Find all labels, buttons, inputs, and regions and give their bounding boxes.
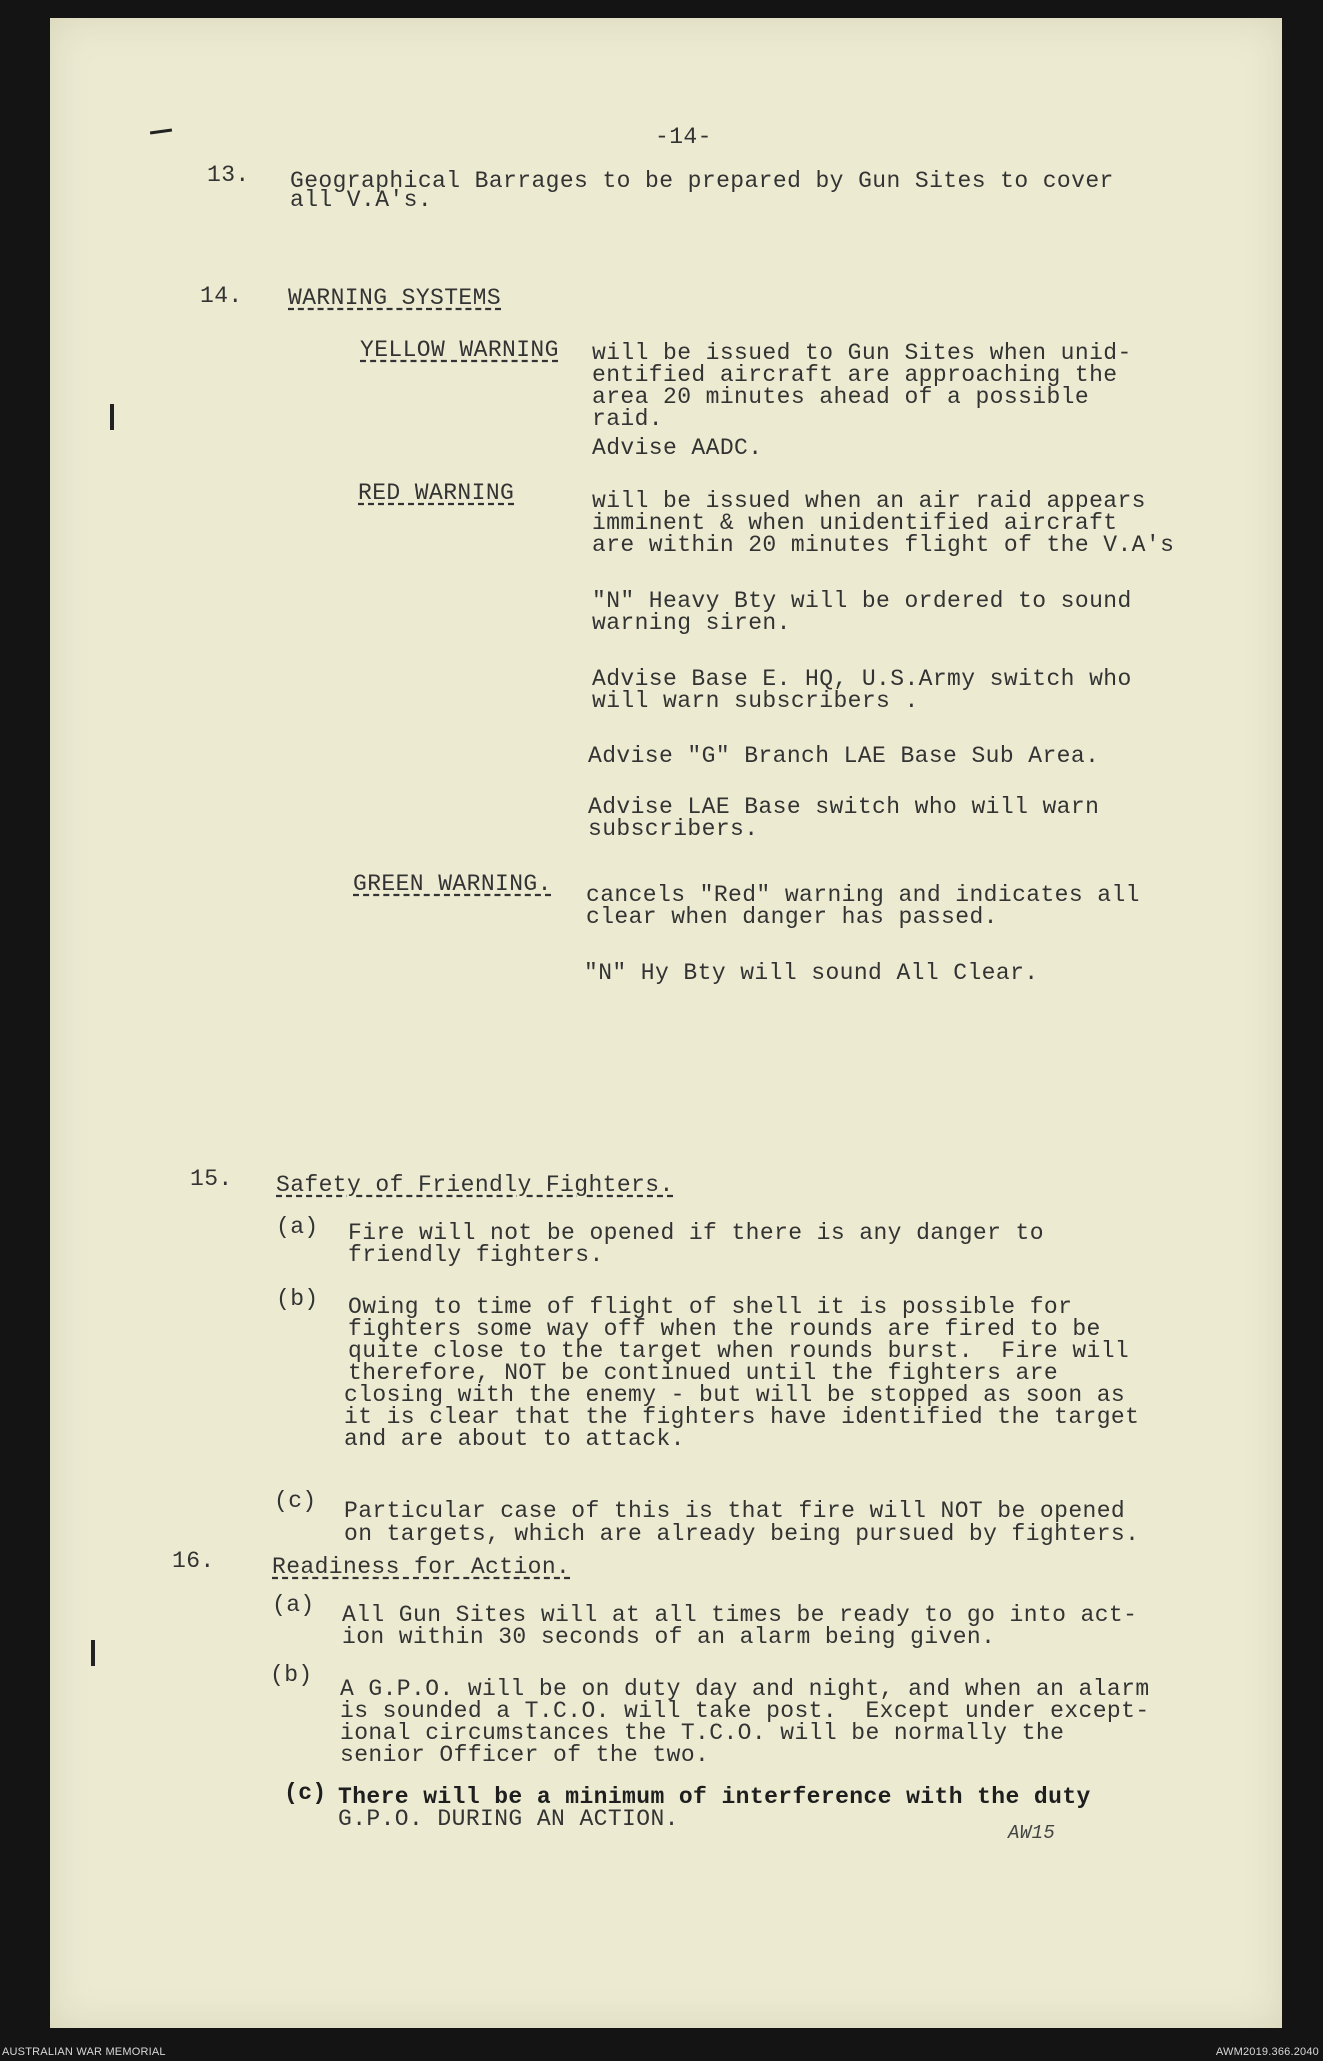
footer-accession-number: AWM2019.366.2040 xyxy=(1215,2046,1319,2058)
s15b-line-7: and are about to attack. xyxy=(344,1426,685,1452)
item-label: (c) xyxy=(274,1488,317,1514)
red-p1-line-3: are within 20 minutes flight of the V.A's xyxy=(592,532,1175,558)
footer-credit: AUSTRALIAN WAR MEMORIAL xyxy=(2,2046,166,2058)
yellow-line-1: will be issued to Gun Sites when unid- xyxy=(592,340,1132,366)
item-label: (a) xyxy=(272,1592,315,1618)
section-number: 15. xyxy=(190,1166,233,1192)
item-label: (a) xyxy=(276,1214,319,1240)
s15b-line-3: quite close to the target when rounds burst. Fire will xyxy=(348,1338,1130,1364)
red-p2-line-1: "N" Heavy Bty will be ordered to sound xyxy=(592,588,1132,614)
section-number: 13. xyxy=(207,162,250,188)
section-heading: Safety of Friendly Fighters. xyxy=(276,1172,674,1198)
s16c-line-1: There will be a minimum of interference with the duty xyxy=(338,1784,1091,1810)
margin-mark xyxy=(110,404,114,430)
item-label: (b) xyxy=(270,1662,313,1688)
s15b-line-1: Owing to time of flight of shell it is possible for xyxy=(348,1294,1073,1320)
s16a-line-1: All Gun Sites will at all times be ready to go into act- xyxy=(342,1602,1138,1628)
handwritten-initials: AW15 xyxy=(1008,1822,1056,1844)
yellow-line-5: Advise AADC. xyxy=(592,435,763,461)
yellow-warning-label: YELLOW WARNING xyxy=(360,337,559,363)
s13-line-1: Geographical Barrages to be prepared by Gun Sites to cover xyxy=(290,168,1114,194)
yellow-line-3: area 20 minutes ahead of a possible xyxy=(592,384,1090,410)
s15b-line-4: therefore, NOT be continued until the fighters are xyxy=(348,1360,1059,1386)
red-p3-line-1: Advise Base E. HQ, U.S.Army switch who xyxy=(592,666,1132,692)
s16c-line-2: G.P.O. DURING AN ACTION. xyxy=(338,1806,679,1832)
s15b-line-2: fighters some way off when the rounds are fired to be xyxy=(348,1316,1101,1342)
s15b-line-6: it is clear that the fighters have identified the target xyxy=(344,1404,1140,1430)
item-label: (b) xyxy=(276,1286,319,1312)
s16b-line-1: A G.P.O. will be on duty day and night, and when an alarm xyxy=(340,1676,1150,1702)
red-p1-line-2: imminent & when unidentified aircraft xyxy=(592,510,1118,536)
section-heading: WARNING SYSTEMS xyxy=(288,285,502,311)
red-p2-line-2: warning siren. xyxy=(592,610,791,636)
section-number: 16. xyxy=(172,1548,215,1574)
green-p2-line-1: "N" Hy Bty will sound All Clear. xyxy=(584,960,1039,986)
s15a-line-2: friendly fighters. xyxy=(348,1242,604,1268)
s16b-line-2: is sounded a T.C.O. will take post. Except under except- xyxy=(340,1698,1150,1724)
section-heading: Readiness for Action. xyxy=(272,1554,571,1580)
s15c-line-1: Particular case of this is that fire will NOT be opened xyxy=(344,1498,1126,1524)
green-p1-line-2: clear when danger has passed. xyxy=(586,904,998,930)
s15a-line-1: Fire will not be opened if there is any danger to xyxy=(348,1220,1044,1246)
page-number: -14- xyxy=(655,124,712,150)
item-label: (c) xyxy=(284,1780,327,1806)
s15c-line-2: on targets, which are already being pursued by fighters. xyxy=(344,1521,1140,1547)
s16a-line-2: ion within 30 seconds of an alarm being given. xyxy=(342,1624,996,1650)
red-warning-label: RED WARNING xyxy=(358,480,515,506)
red-p4-line-1: Advise "G" Branch LAE Base Sub Area. xyxy=(588,743,1100,769)
margin-mark xyxy=(91,1640,95,1666)
yellow-line-4: raid. xyxy=(592,406,664,432)
section-number: 14. xyxy=(200,283,243,309)
s16b-line-4: senior Officer of the two. xyxy=(340,1742,710,1768)
s15b-line-5: closing with the enemy - but will be stopped as soon as xyxy=(344,1382,1126,1408)
yellow-line-2: entified aircraft are approaching the xyxy=(592,362,1118,388)
s16b-line-3: ional circumstances the T.C.O. will be normally the xyxy=(340,1720,1065,1746)
red-p1-line-1: will be issued when an air raid appears xyxy=(592,488,1146,514)
red-p3-line-2: will warn subscribers . xyxy=(592,688,919,714)
green-warning-label: GREEN WARNING. xyxy=(353,871,552,897)
green-p1-line-1: cancels "Red" warning and indicates all xyxy=(586,882,1140,908)
red-p5-line-2: subscribers. xyxy=(588,816,759,842)
red-p5-line-1: Advise LAE Base switch who will warn xyxy=(588,794,1100,820)
s13-line-2: all V.A's. xyxy=(290,187,433,213)
